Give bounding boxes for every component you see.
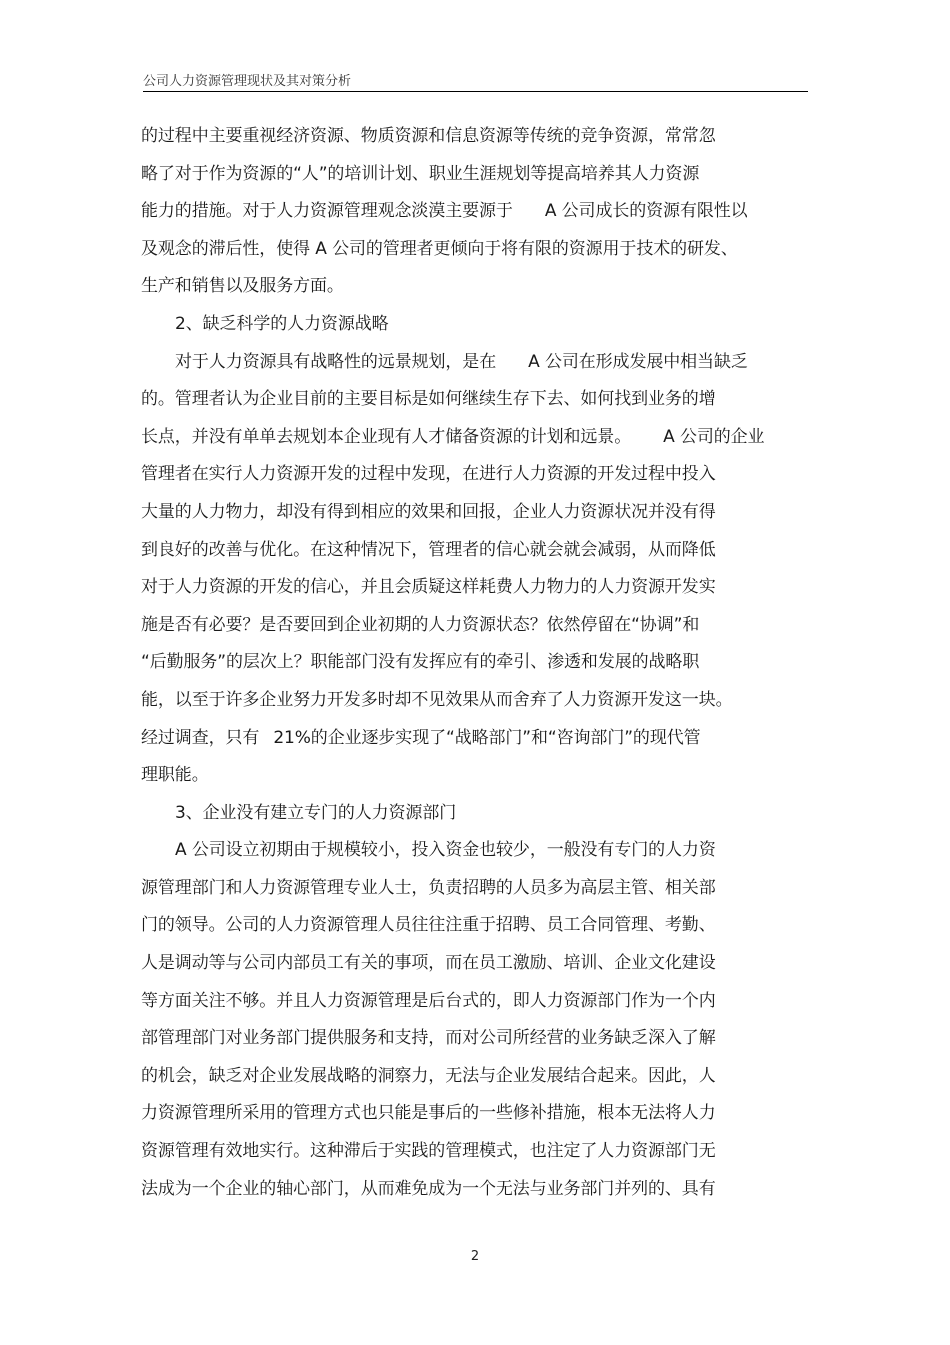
paragraph-line: 对于人力资源具有战略性的远景规划，是在 A 公司在形成发展中相当缺乏 xyxy=(175,351,748,372)
running-header: 公司人力资源管理现状及其对策分析 xyxy=(143,74,352,89)
paragraph-line: 大量的人力物力，却没有得到相应的效果和回报，企业人力资源状况并没有得 xyxy=(141,501,716,522)
page-number: 2 xyxy=(470,1249,480,1264)
paragraph-line: “后勤服务”的层次上？职能部门没有发挥应有的牵引、渗透和发展的战略职 xyxy=(141,652,700,673)
paragraph-line: 生产和销售以及服务方面。 xyxy=(141,276,344,297)
paragraph-line: 资源管理有效地实行。这种滞后于实践的管理模式，也注定了人力资源部门无 xyxy=(141,1141,716,1162)
body-text xyxy=(141,118,801,1208)
header-rule xyxy=(143,91,808,92)
paragraph-line: A 公司设立初期由于规模较小，投入资金也较少，一般没有专门的人力资 xyxy=(175,840,716,861)
paragraph-line: 门的领导。公司的人力资源管理人员往往注重于招聘、员工合同管理、考勤、 xyxy=(141,915,716,936)
paragraph-line: 管理者在实行人力资源开发的过程中发现，在进行人力资源的开发过程中投入 xyxy=(141,464,716,485)
paragraph-line: 力资源管理所采用的管理方式也只能是事后的一些修补措施，根本无法将人力 xyxy=(141,1103,716,1124)
section-heading: 2、缺乏科学的人力资源战略 xyxy=(175,313,389,334)
paragraph-line: 到良好的改善与优化。在这种情况下，管理者的信心就会就会减弱，从而降低 xyxy=(141,539,716,560)
paragraph-line: 施是否有必要？是否要回到企业初期的人力资源状态？依然停留在“协调”和 xyxy=(141,614,700,635)
paragraph-line: 略了对于作为资源的“人”的培训计划、职业生涯规划等提高培养其人力资源 xyxy=(141,163,700,184)
section-heading: 3、企业没有建立专门的人力资源部门 xyxy=(175,802,457,823)
paragraph-line: 能力的措施。对于人力资源管理观念淡漠主要源于 A 公司成长的资源有限性以 xyxy=(141,201,748,222)
paragraph-line: 源管理部门和人力资源管理专业人士，负责招聘的人员多为高层主管、相关部 xyxy=(141,877,716,898)
paragraph-line: 理职能。 xyxy=(141,765,209,786)
paragraph-line: 的。管理者认为企业目前的主要目标是如何继续生存下去、如何找到业务的增 xyxy=(141,389,716,410)
paragraph-line: 经过调查，只有 21%的企业逐步实现了“战略部门”和“咨询部门”的现代管 xyxy=(141,727,701,748)
paragraph-line: 长点，并没有单单去规划本企业现有人才储备资源的计划和远景。 A 公司的企业 xyxy=(141,426,765,447)
paragraph-line: 部管理部门对业务部门提供服务和支持，而对公司所经营的业务缺乏深入了解 xyxy=(141,1028,716,1049)
paragraph-line: 及观念的滞后性，使得 A 公司的管理者更倾向于将有限的资源用于技术的研发、 xyxy=(141,238,738,259)
paragraph-line: 的过程中主要重视经济资源、物质资源和信息资源等传统的竞争资源，常常忽 xyxy=(141,126,716,146)
paragraph-line: 对于人力资源的开发的信心，并且会质疑这样耗费人力物力的人力资源开发实 xyxy=(141,577,716,598)
paragraph-line: 法成为一个企业的轴心部门，从而难免成为一个无法与业务部门并列的、具有 xyxy=(141,1178,716,1199)
paragraph-line: 能，以至于许多企业努力开发多时却不见效果从而舍弃了人力资源开发这一块。 xyxy=(141,689,733,710)
paragraph-line: 人是调动等与公司内部员工有关的事项，而在员工激励、培训、企业文化建设 xyxy=(141,953,716,974)
paragraph-line: 的机会，缺乏对企业发展战略的洞察力，无法与企业发展结合起来。因此，人 xyxy=(141,1065,716,1086)
paragraph-line: 等方面关注不够。并且人力资源管理是后台式的，即人力资源部门作为一个内 xyxy=(141,990,716,1011)
